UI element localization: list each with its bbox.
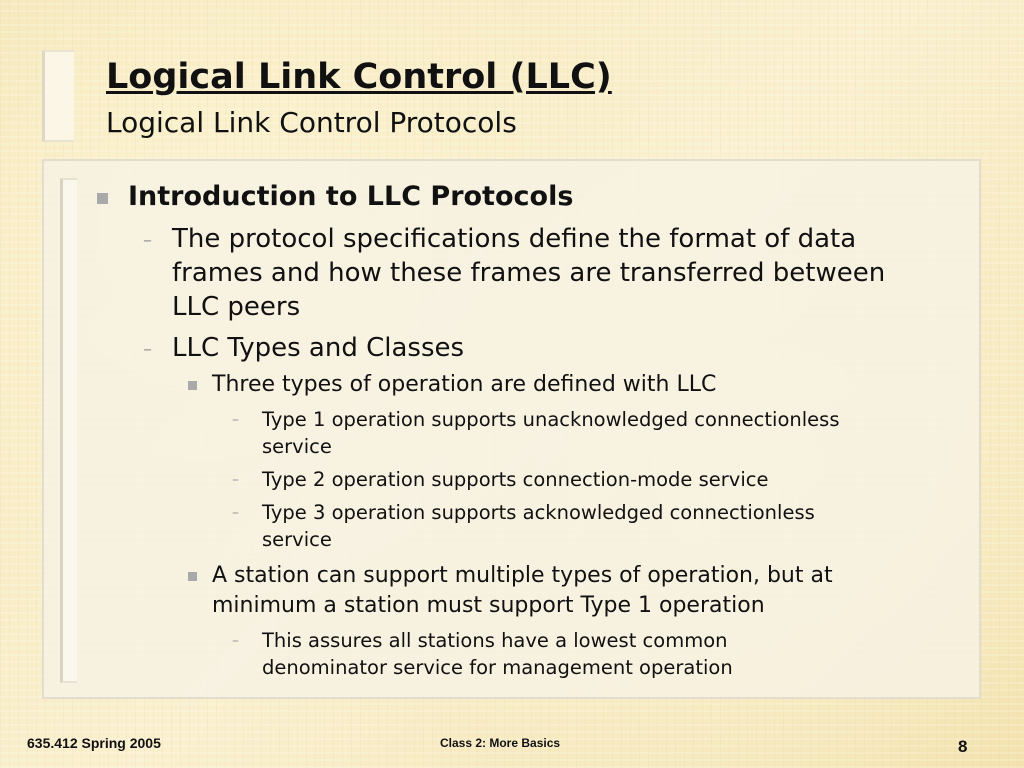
type3-line-1: Type 3 operation supports acknowledged connectionless (262, 501, 815, 524)
protocol-spec-line-3: LLC peers (172, 292, 301, 322)
dash-bullet-icon: – (232, 505, 239, 521)
footer-class-info: Class 2: More Basics (440, 736, 561, 750)
slide-subtitle: Logical Link Control Protocols (106, 106, 517, 139)
protocol-spec-line-1: The protocol specifications define the format of data (172, 224, 857, 254)
slide-title: Logical Link Control (LLC) (106, 57, 612, 97)
protocol-spec-line-2: frames and how these frames are transferred between (172, 258, 886, 288)
dash-bullet-icon: – (143, 339, 152, 360)
dash-bullet-icon: – (232, 412, 239, 428)
types-classes-item: LLC Types and Classes (172, 333, 465, 363)
dash-bullet-icon: – (232, 633, 239, 649)
station-support-line-2: minimum a station must support Type 1 operation (212, 593, 765, 618)
square-bullet-icon (97, 193, 108, 204)
title-accent-bar (42, 50, 74, 142)
type1-line-2: service (262, 435, 332, 458)
station-support-line-1: A station can support multiple types of operation, but at (212, 563, 833, 588)
assure-note-line-2: denominator service for management operation (262, 656, 733, 679)
dash-bullet-icon: – (143, 230, 152, 251)
square-bullet-icon (188, 572, 197, 581)
type1-line-1: Type 1 operation supports unacknowledged connectionless (262, 408, 840, 431)
type3-line-2: service (262, 528, 332, 551)
dash-bullet-icon: – (232, 472, 239, 488)
three-types-item: Three types of operation are defined with LLC (212, 372, 717, 397)
type2-item: Type 2 operation supports connection-mode service (262, 468, 769, 491)
content-accent-bar (60, 178, 77, 683)
level1-heading: Introduction to LLC Protocols (128, 181, 574, 212)
square-bullet-icon (188, 381, 197, 390)
assure-note-line-1: This assures all stations have a lowest common (262, 629, 728, 652)
footer-course: 635.412 Spring 2005 (27, 735, 161, 751)
page-number: 8 (958, 737, 968, 756)
